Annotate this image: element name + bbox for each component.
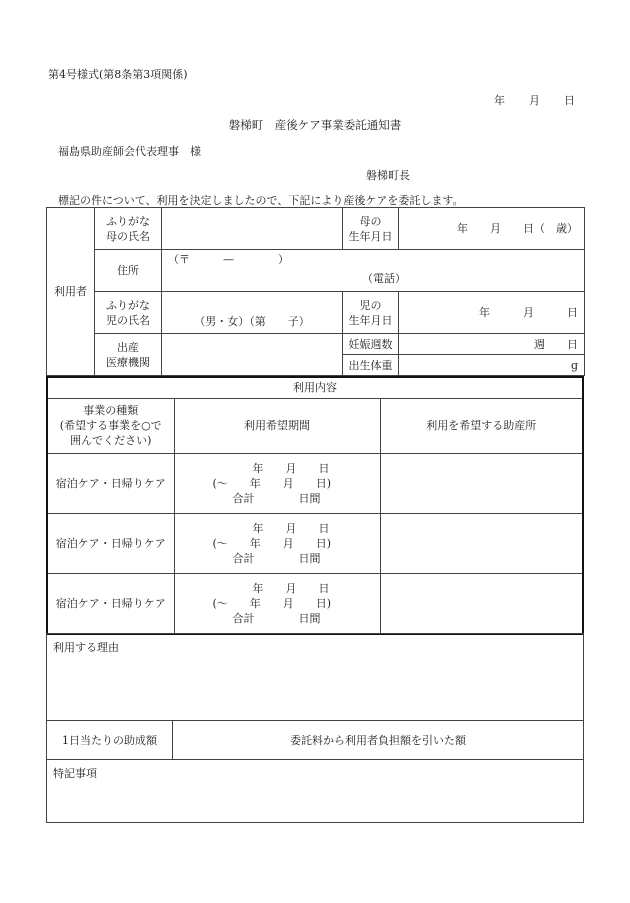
intro-text: 標記の件について、利用を決定しましたので、下記により産後ケアを委託します。: [58, 194, 464, 207]
mother-name-field[interactable]: [162, 208, 343, 250]
page-title: 磐梯町 産後ケア事業委託通知書: [228, 118, 402, 132]
clinic-field[interactable]: [380, 513, 582, 573]
date-year: 年: [494, 94, 505, 107]
child-dob-label: 児の 生年月日: [343, 292, 399, 334]
usage-period[interactable]: 年 月 日 (～ 年 月 日) 合計 日間: [174, 573, 380, 633]
mother-dob-field[interactable]: 年 月 日（ 歳）: [399, 208, 585, 250]
usage-period[interactable]: 年 月 日 (～ 年 月 日) 合計 日間: [174, 513, 380, 573]
usage-section: [46, 376, 584, 635]
usage-row: [48, 453, 582, 513]
usage-title: 利用内容: [48, 378, 582, 398]
sender: 磐梯町長: [366, 169, 410, 182]
address-label: 住所: [95, 250, 162, 292]
clinic-field[interactable]: [380, 453, 582, 513]
phone-label: （電話）: [362, 272, 406, 285]
notes-label: 特記事項: [53, 767, 97, 780]
date-month: 月: [529, 94, 540, 107]
date-day: 日: [564, 94, 575, 107]
reason-field[interactable]: [47, 634, 584, 721]
reason-label: 利用する理由: [53, 641, 119, 654]
clinic-field[interactable]: [380, 573, 582, 633]
period-header: 利用希望期間: [174, 398, 380, 453]
mother-name-label: ふりがな 母の氏名: [95, 208, 162, 250]
child-dob-field[interactable]: 年 月 日: [399, 292, 585, 334]
form-reference: 第4号様式(第8条第3項関係): [48, 68, 188, 81]
service-type[interactable]: 宿泊ケア・日帰りケア: [48, 573, 174, 633]
issue-date: [494, 92, 575, 108]
service-type[interactable]: 宿泊ケア・日帰りケア: [48, 453, 174, 513]
pregnancy-weeks-field[interactable]: 週 日: [399, 334, 585, 355]
mother-dob-label: 母の 生年月日: [343, 208, 399, 250]
addressee: 福島県助産師会代表理事 様: [58, 145, 201, 158]
child-name-field[interactable]: [162, 292, 343, 334]
user-info-table: [46, 207, 585, 376]
notes-field[interactable]: [47, 760, 584, 823]
service-type-header: 事業の種類 (希望する事業を○で 囲んでください): [48, 398, 174, 453]
child-sex-order: （男・女）（第 子）: [194, 315, 310, 328]
birth-weight-label: 出生体重: [343, 355, 399, 376]
lower-table: [46, 633, 584, 823]
clinic-header: 利用を希望する助産所: [380, 398, 582, 453]
service-type[interactable]: 宿泊ケア・日帰りケア: [48, 513, 174, 573]
subsidy-label: 1日当たりの助成額: [47, 721, 173, 760]
usage-row: [48, 573, 582, 633]
address-field[interactable]: [162, 250, 585, 292]
user-label: 利用者: [47, 208, 95, 376]
subsidy-value: 委託料から利用者負担額を引いた額: [173, 721, 584, 760]
birth-weight-field[interactable]: g: [399, 355, 585, 376]
postal-code: （〒 — ）: [168, 253, 289, 266]
usage-row: [48, 513, 582, 573]
birth-facility-label: 出産 医療機関: [95, 334, 162, 376]
pregnancy-weeks-label: 妊娠週数: [343, 334, 399, 355]
child-name-label: ふりがな 児の氏名: [95, 292, 162, 334]
birth-facility-field[interactable]: [162, 334, 343, 376]
usage-period[interactable]: 年 月 日 (～ 年 月 日) 合計 日間: [174, 453, 380, 513]
